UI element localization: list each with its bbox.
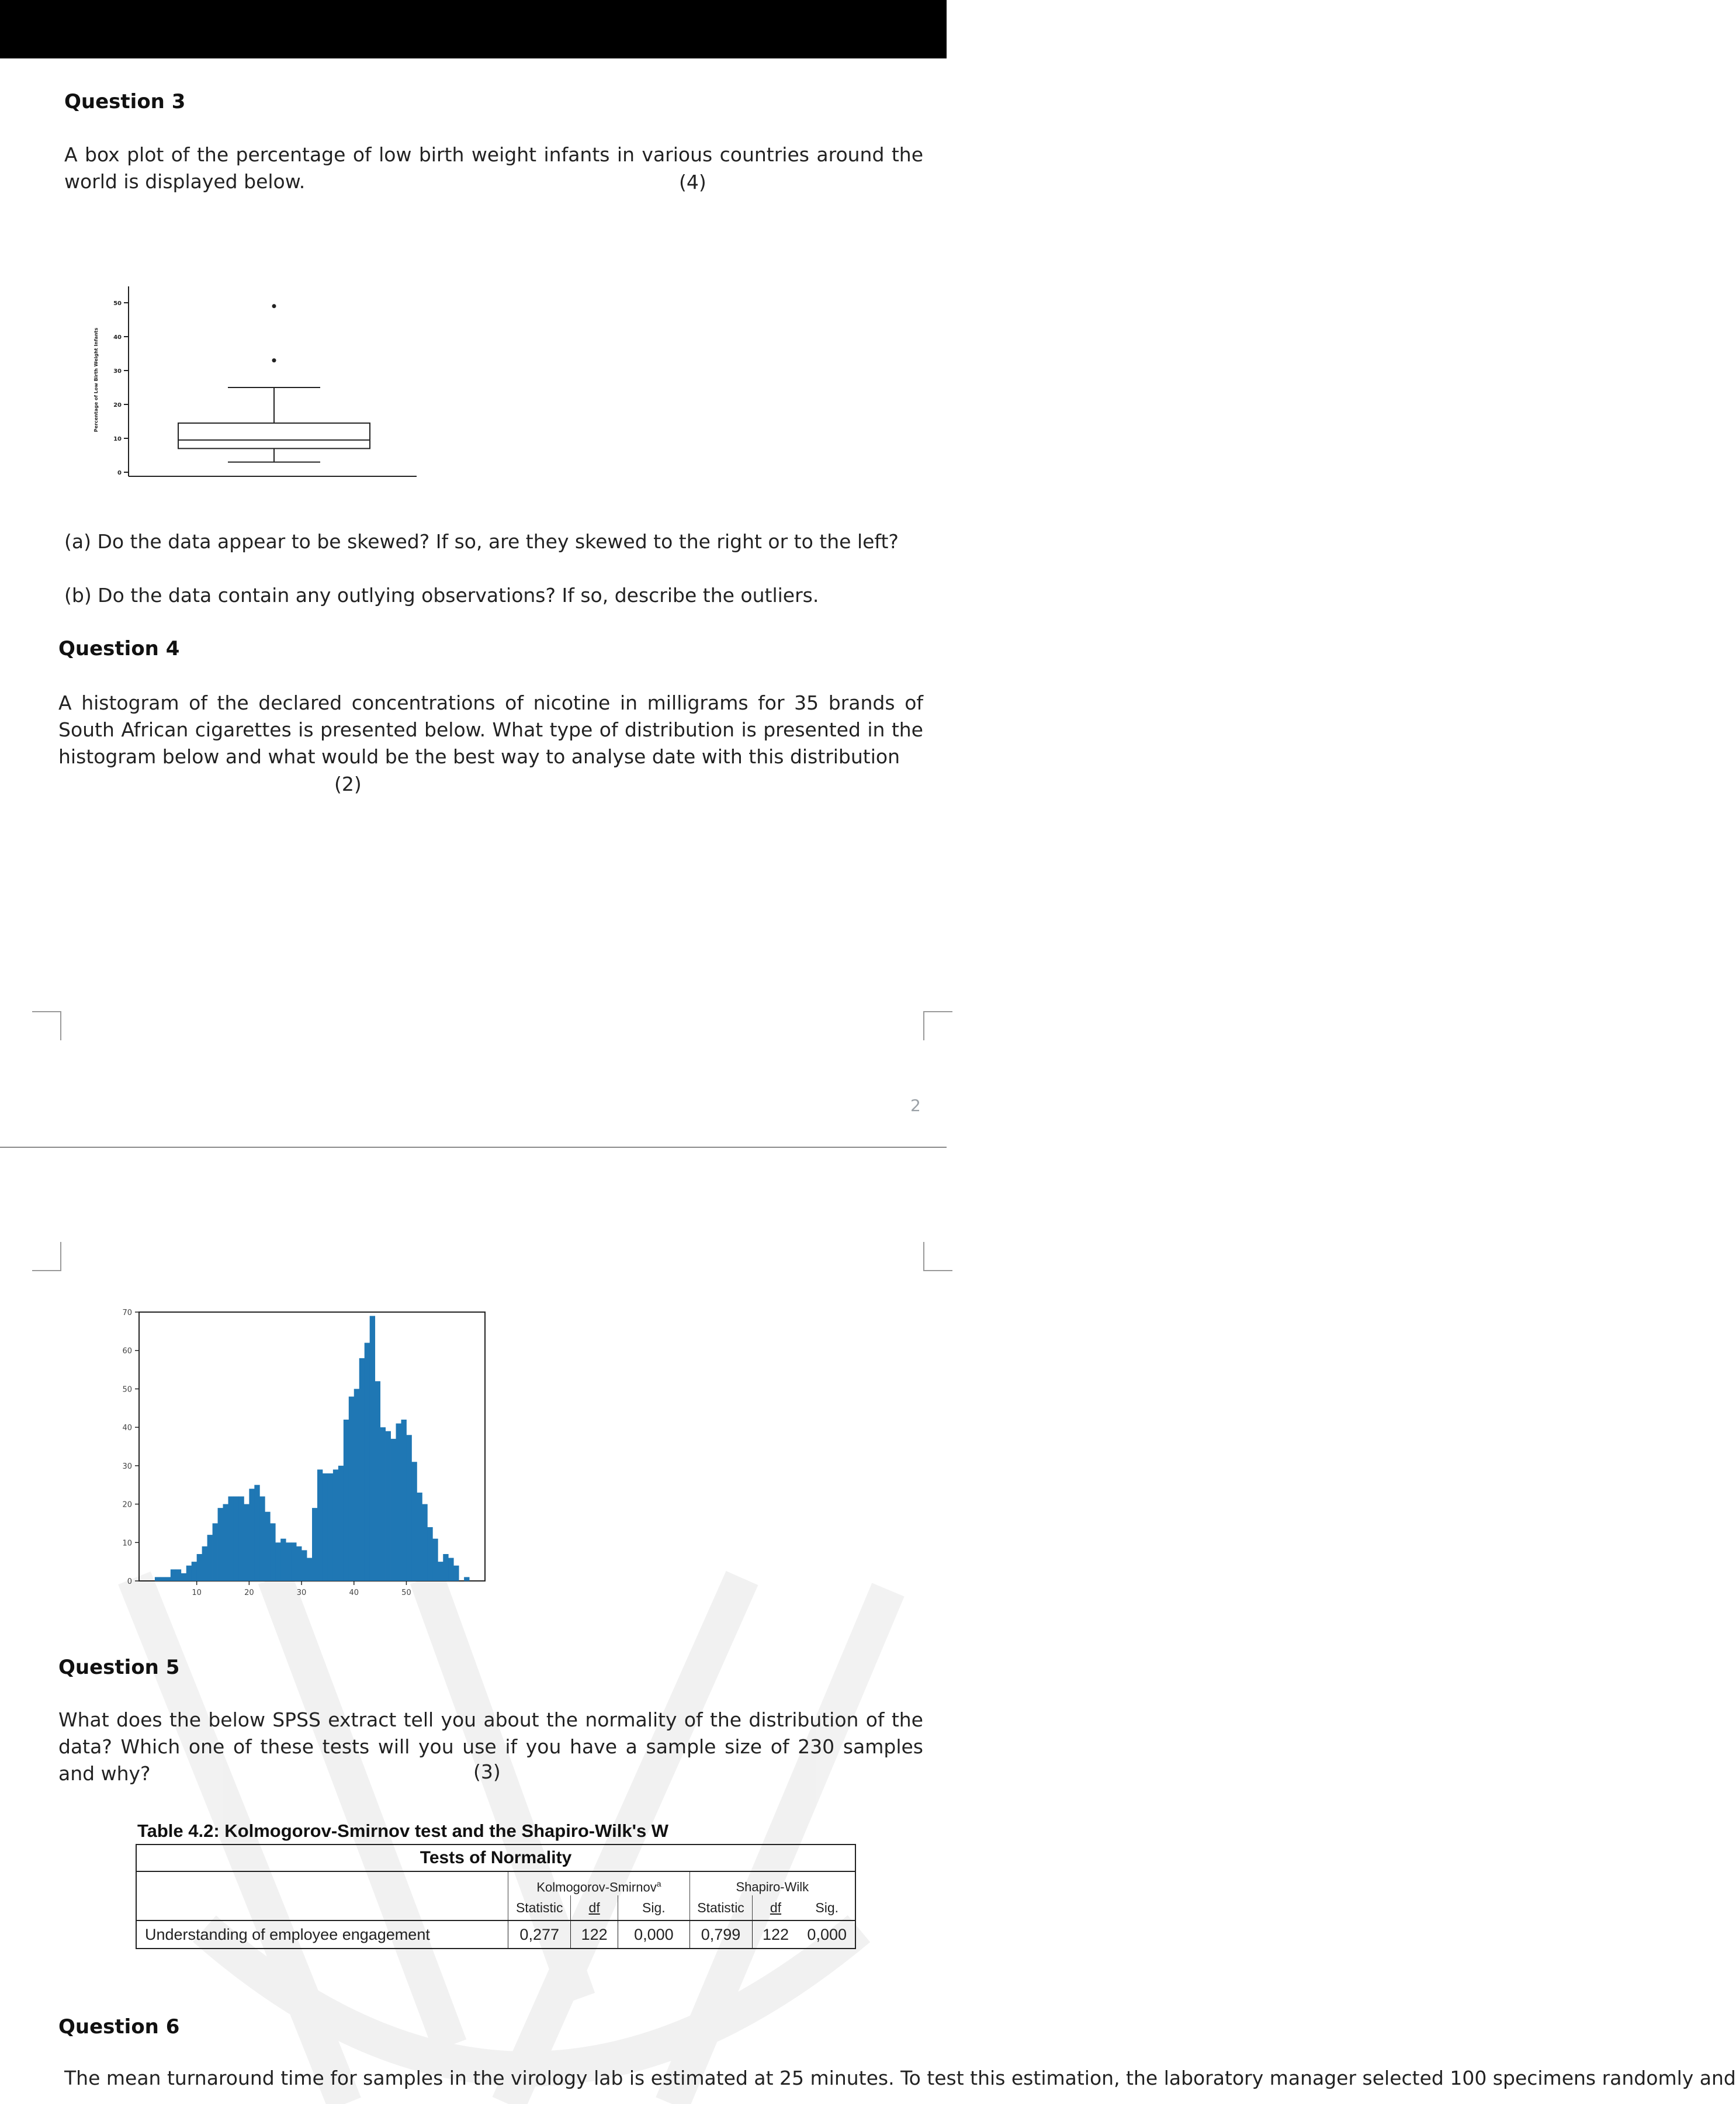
histogram-bar — [453, 1566, 459, 1581]
histogram-bar — [417, 1493, 422, 1581]
box-plot-y-tick-label: 10 — [113, 436, 122, 442]
box-plot-y-tick-label: 30 — [113, 368, 122, 375]
histogram-bar — [443, 1554, 448, 1581]
histogram-bar — [396, 1424, 401, 1581]
table-cell: 0,799 — [689, 1920, 752, 1949]
histogram-bar — [275, 1542, 280, 1581]
histogram-bar — [411, 1462, 417, 1581]
table-cell: 122 — [571, 1920, 618, 1949]
histogram-x-tick-label: 20 — [244, 1589, 254, 1597]
histogram-bar — [312, 1508, 317, 1581]
histogram-bar — [333, 1469, 338, 1581]
box-iqr — [178, 423, 370, 449]
histogram-bar — [155, 1577, 160, 1581]
q3-marks: (4) — [679, 171, 706, 193]
box-plot-ylabel: Percentage of Low Birth Weight Infants — [93, 327, 99, 432]
histogram-bar — [349, 1397, 354, 1581]
table-title: Tests of Normality — [136, 1845, 855, 1871]
box-plot — [88, 275, 432, 491]
histogram-bar — [386, 1431, 391, 1581]
histogram-bar — [375, 1381, 380, 1581]
nicotine-histogram — [82, 1300, 497, 1604]
histogram-bar — [307, 1558, 312, 1581]
q3-part-a: (a) Do the data appear to be skewed? If so, are they skewed to the right or to the left? — [64, 530, 899, 553]
histogram-bar — [270, 1523, 275, 1581]
table-cell: 122 — [752, 1920, 799, 1949]
histogram-bar — [286, 1542, 291, 1581]
page-corner-mark — [32, 1011, 61, 1040]
histogram-bar — [249, 1489, 254, 1581]
histogram-bar — [338, 1466, 344, 1581]
histogram-bar — [181, 1573, 186, 1581]
histogram-x-tick-label: 10 — [192, 1589, 202, 1597]
q6-text: The mean turnaround time for samples in the virology lab is estimated at 25 minutes. To test this estimation, the laboratory manager selected 100 specimens randomly and — [64, 2067, 1736, 2089]
table-row-label: Understanding of employee engagement — [136, 1920, 508, 1949]
outlier-point — [272, 358, 276, 362]
histogram-bar — [280, 1539, 286, 1581]
histogram-bar — [422, 1504, 427, 1581]
histogram-bar — [197, 1554, 202, 1581]
histogram-x-tick-label: 30 — [296, 1589, 307, 1597]
outlier-point — [272, 304, 276, 308]
histogram-bar — [291, 1542, 296, 1581]
q5-heading: Question 5 — [58, 1656, 180, 1679]
histogram-y-tick-label: 10 — [122, 1539, 132, 1548]
histogram-bar — [365, 1343, 370, 1581]
histogram-bar — [233, 1496, 238, 1581]
table-cell: 0,277 — [508, 1920, 571, 1949]
histogram-bar — [317, 1469, 323, 1581]
col-header: Sig. — [618, 1895, 689, 1920]
histogram-bar — [406, 1435, 411, 1581]
histogram-bar — [223, 1504, 228, 1581]
histogram-bar — [344, 1420, 349, 1581]
table-group-kolmogorov-label: Kolmogorov-Smirnov — [536, 1880, 657, 1894]
col-header: df — [571, 1895, 618, 1920]
histogram-bar — [380, 1427, 386, 1581]
histogram-x-tick-label: 40 — [349, 1589, 359, 1597]
histogram-bar — [370, 1316, 375, 1581]
histogram-bar — [244, 1504, 249, 1581]
histogram-bar — [354, 1389, 359, 1581]
box-plot-y-tick-label: 40 — [113, 334, 122, 341]
histogram-bar — [432, 1539, 438, 1581]
table-cell: 0,000 — [618, 1920, 689, 1949]
histogram-bar — [265, 1512, 270, 1581]
histogram-y-tick-label: 50 — [122, 1385, 132, 1394]
q3-part-b: (b) Do the data contain any outlying observations? If so, describe the outliers. — [64, 584, 819, 607]
box-plot-y-tick-label: 0 — [117, 470, 122, 476]
col-header: Sig. — [799, 1895, 855, 1920]
histogram-y-tick-label: 70 — [122, 1309, 132, 1317]
q3-heading: Question 3 — [64, 90, 186, 113]
histogram-bar — [464, 1577, 469, 1581]
histogram-bar — [259, 1496, 265, 1581]
col-header: df — [770, 1899, 782, 1915]
histogram-y-tick-label: 30 — [122, 1462, 132, 1471]
table-empty-cell — [136, 1871, 508, 1895]
histogram-bar — [192, 1562, 197, 1581]
page-corner-mark — [923, 1011, 952, 1040]
histogram-bar — [186, 1566, 192, 1581]
table-group-kolmogorov — [508, 1871, 689, 1895]
table-caption: Table 4.2: Kolmogorov-Smirnov test and the Shapiro-Wilk's W — [137, 1821, 669, 1841]
box-plot-y-tick-label: 50 — [113, 300, 122, 307]
histogram-y-tick-label: 20 — [122, 1500, 132, 1510]
top-black-bar — [0, 0, 947, 58]
box-plot-y-tick-label: 20 — [113, 402, 122, 409]
histogram-bar — [296, 1546, 302, 1581]
col-header: Statistic — [508, 1895, 571, 1920]
histogram-bar — [401, 1420, 406, 1581]
histogram-y-tick-label: 40 — [122, 1424, 132, 1433]
table-cell: 0,000 — [799, 1920, 855, 1949]
histogram-y-tick-label: 0 — [127, 1577, 132, 1586]
table-group-kolmogorov-footnote: a — [656, 1878, 661, 1888]
histogram-bar — [238, 1496, 244, 1581]
histogram-bar — [160, 1577, 165, 1581]
page-corner-mark — [923, 1242, 952, 1271]
histogram-bar — [323, 1473, 328, 1581]
histogram-bar — [218, 1508, 223, 1581]
histogram-bar — [328, 1473, 333, 1581]
histogram-bar — [165, 1577, 171, 1581]
histogram-bar — [228, 1496, 233, 1581]
histogram-bar — [359, 1358, 365, 1581]
histogram-x-tick-label: 50 — [401, 1589, 411, 1597]
histogram-bar — [391, 1439, 396, 1581]
histogram-y-tick-label: 60 — [122, 1347, 132, 1356]
q6-heading: Question 6 — [58, 2015, 180, 2039]
q4-heading: Question 4 — [58, 637, 180, 660]
normality-table — [136, 1844, 856, 1949]
histogram-bar — [202, 1546, 207, 1581]
watermark-logo — [99, 1520, 947, 2104]
q4-text: A histogram of the declared concentrations of nicotine in milligrams for 35 brands of South African cigarettes is presented below. What type of distribution is presented in the histogram below and what would be the best way to analyse date with this distribution — [58, 691, 923, 768]
histogram-bar — [171, 1569, 176, 1581]
col-header: Statistic — [689, 1895, 752, 1920]
q5-text: What does the below SPSS extract tell you about the normality of the distribution of the data? Which one of these tests will you use if you have a sample size of 230 samples and why? — [58, 1708, 923, 1785]
table-group-shapiro: Shapiro-Wilk — [689, 1871, 855, 1895]
histogram-bar — [176, 1569, 181, 1581]
q5-marks: (3) — [473, 1760, 501, 1783]
table-empty-cell — [136, 1895, 508, 1920]
histogram-bar — [207, 1535, 213, 1581]
histogram-bar — [438, 1562, 443, 1581]
page-corner-mark — [32, 1242, 61, 1271]
q3-text: A box plot of the percentage of low birth weight infants in various countries around the world is displayed below. — [64, 143, 923, 193]
histogram-bar — [254, 1485, 259, 1581]
histogram-bar — [213, 1523, 218, 1581]
page-number: 2 — [910, 1096, 921, 1115]
histogram-bar — [302, 1550, 307, 1581]
q4-marks: (2) — [334, 773, 362, 795]
histogram-bar — [427, 1527, 432, 1581]
page-divider — [0, 1147, 947, 1148]
histogram-bar — [448, 1558, 453, 1581]
